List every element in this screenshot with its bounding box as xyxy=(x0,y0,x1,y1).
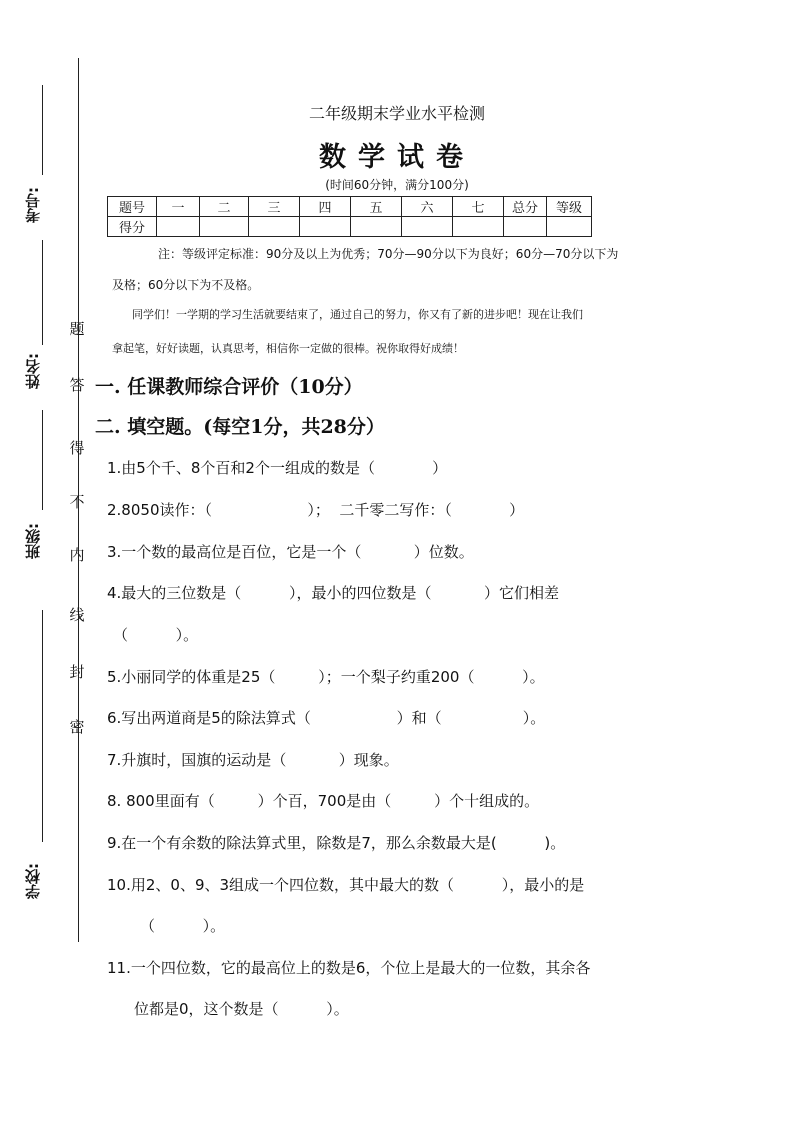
table-cell: 六 xyxy=(402,197,453,217)
score-cell[interactable] xyxy=(402,217,453,237)
seal-char: 得 xyxy=(69,439,85,457)
grading-note xyxy=(158,240,718,268)
time-info: (时间60分钟，满分100分) xyxy=(325,178,469,192)
score-cell[interactable] xyxy=(200,217,249,237)
question-11-cont: 位都是0，这个数是（ ）。 xyxy=(134,1000,349,1018)
question-1: 1.由5个千、8个百和2个一组成的数是（ ） xyxy=(107,459,448,477)
intro-line1: 同学们！一学期的学习生活就要结束了，通过自己的努力，你又有了新的进步吧！现在让我们 xyxy=(132,308,583,321)
seal-char: 答 xyxy=(69,376,85,394)
score-cell[interactable] xyxy=(157,217,200,237)
table-cell: 题号 xyxy=(108,197,157,217)
seal-char: 密 xyxy=(69,718,85,736)
score-cell[interactable] xyxy=(351,217,402,237)
intro-line2: 拿起笔，好好读题，认真思考，相信你一定做的很棒。祝你取得好成绩！ xyxy=(112,342,464,355)
xingming-underline xyxy=(42,240,43,345)
question-3: 3.一个数的最高位是百位，它是一个（ ）位数。 xyxy=(107,543,474,561)
banji-label: 班级: xyxy=(24,523,42,559)
question-9: 9.在一个有余数的除法算式里，除数是7，那么余数最大是( )。 xyxy=(107,834,566,852)
score-table-score-row xyxy=(108,217,592,237)
xingming-label: 姓名: xyxy=(24,353,42,389)
xuexiao-label: 学校: xyxy=(24,863,42,899)
question-5: 5.小丽同学的体重是25（ ）；一个梨子约重200（ ）。 xyxy=(107,668,545,686)
question-11: 11.一个四位数，它的最高位上的数是6，个位上是最大的一位数，其余各 xyxy=(107,959,591,977)
score-table xyxy=(107,196,592,237)
exam-subtitle: 二年级期末学业水平检测 xyxy=(308,104,485,123)
table-cell: 三 xyxy=(249,197,300,217)
grading-note-line2: 及格；60分以下为不及格。 xyxy=(112,278,260,292)
score-cell[interactable] xyxy=(453,217,504,237)
question-8: 8. 800里面有（ ）个百，700是由（ ）个十组成的。 xyxy=(107,792,540,810)
score-cell[interactable] xyxy=(504,217,547,237)
question-2: 2.8050读作：（ ）； 二千零二写作：（ ） xyxy=(107,501,525,519)
question-7: 7.升旗时，国旗的运动是（ ）现象。 xyxy=(107,751,399,769)
question-10-cont: （ ）。 xyxy=(140,917,226,935)
question-10: 10.用2、0、9、3组成一个四位数，其中最大的数（ ），最小的是 xyxy=(107,876,585,894)
table-cell: 等级 xyxy=(547,197,592,217)
section-2-heading: 二. 填空题。(每空1分，共28分） xyxy=(95,416,385,438)
grading-note-line1: 注：等级评定标准：90分及以上为优秀；70分—90分以下为良好；60分—70分以下为 xyxy=(158,247,619,261)
table-cell: 总分 xyxy=(504,197,547,217)
seal-char: 不 xyxy=(69,493,85,511)
question-4: 4.最大的三位数是（ ），最小的四位数是（ ）它们相差 xyxy=(107,584,559,602)
exam-title: 数学试卷 xyxy=(319,142,475,173)
xuexiao-underline xyxy=(42,610,43,842)
score-cell[interactable] xyxy=(300,217,351,237)
intro-text xyxy=(132,298,708,332)
grading-note-cont xyxy=(112,271,712,299)
kaohao-label: 考号: xyxy=(24,187,42,223)
table-cell: 二 xyxy=(200,197,249,217)
table-cell: 五 xyxy=(351,197,402,217)
seal-char: 封 xyxy=(69,663,85,681)
table-cell: 一 xyxy=(157,197,200,217)
score-table-header-row xyxy=(108,197,592,217)
banji-underline xyxy=(42,410,43,510)
score-cell[interactable] xyxy=(547,217,592,237)
seal-char: 内 xyxy=(69,546,85,564)
question-6: 6.写出两道商是5的除法算式（ ）和（ ）。 xyxy=(107,709,546,727)
seal-char: 线 xyxy=(69,606,85,624)
intro-text-cont xyxy=(112,332,708,366)
question-4-cont: （ ）。 xyxy=(113,626,199,644)
section-1-heading: 一. 任课教师综合评价（10分） xyxy=(95,376,363,398)
score-cell[interactable] xyxy=(249,217,300,237)
table-cell: 四 xyxy=(300,197,351,217)
seal-char: 题 xyxy=(69,320,85,338)
table-cell: 得分 xyxy=(108,217,157,237)
table-cell: 七 xyxy=(453,197,504,217)
